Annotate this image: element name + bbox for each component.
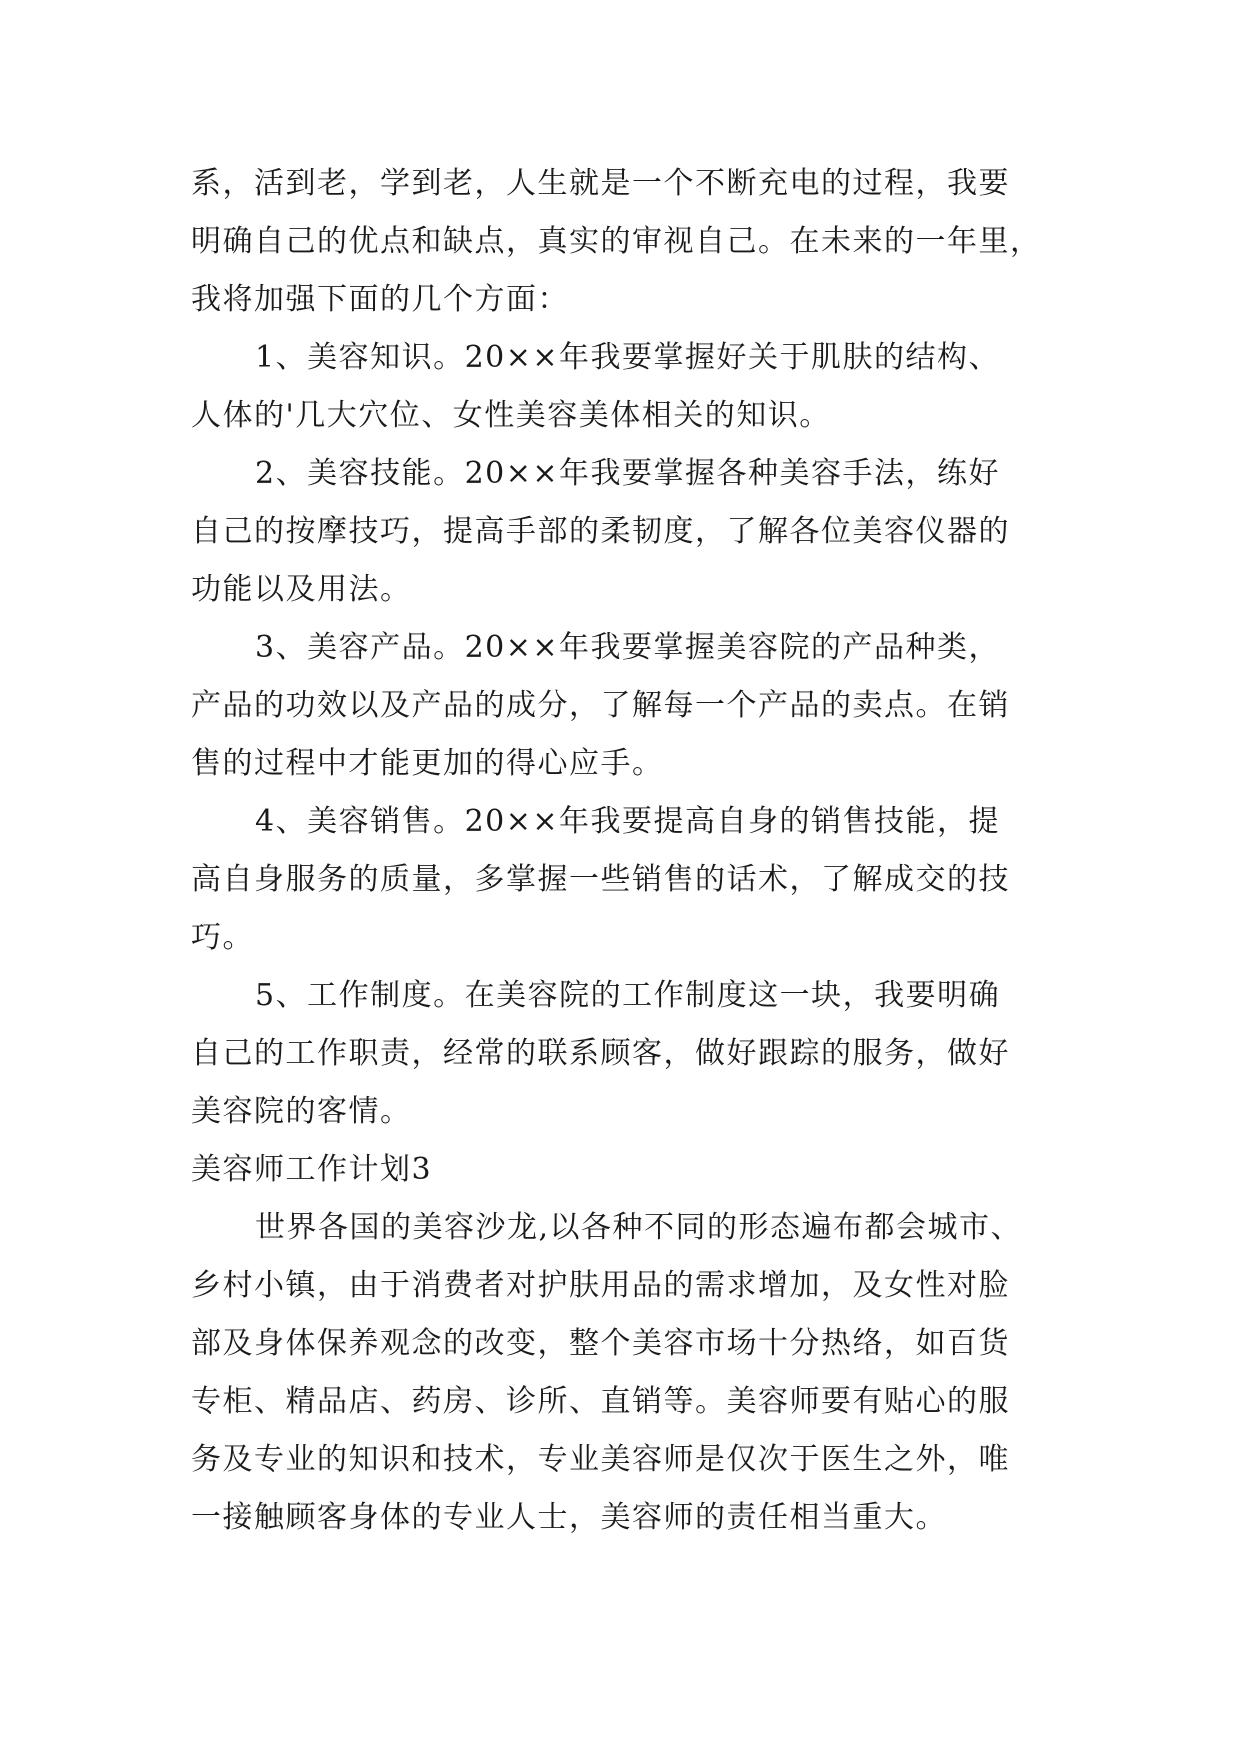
text-line: 自己的按摩技巧，提高手部的柔韧度，了解各位美容仪器的 <box>191 514 1010 549</box>
intro-paragraph <box>191 155 1051 329</box>
text-line: 明确自己的优点和缺点，真实的审视自己。在未来的一年里， <box>191 224 1042 259</box>
text-line: 4、美容销售。20××年我要提高自身的销售技能，提 <box>255 804 1001 839</box>
text-line: 自己的工作职责，经常的联系顾客，做好跟踪的服务，做好 <box>191 1036 1010 1071</box>
text-line: 巧。 <box>191 920 254 955</box>
text-line: 产品的功效以及产品的成分，了解每一个产品的卖点。在销 <box>191 688 1010 723</box>
item-products <box>191 619 1051 793</box>
item-sales <box>191 793 1051 967</box>
text-line: 功能以及用法。 <box>191 572 412 607</box>
text-line: 5、工作制度。在美容院的工作制度这一块，我要明确 <box>255 978 1001 1013</box>
item-work-system <box>191 967 1051 1141</box>
text-line: 美容院的客情。 <box>191 1094 412 1129</box>
text-line: 售的过程中才能更加的得心应手。 <box>191 746 664 781</box>
item-knowledge <box>191 329 1051 445</box>
text-line: 专柜、精品店、药房、诊所、直销等。美容师要有贴心的服 <box>191 1384 1010 1419</box>
final-paragraph <box>191 1199 1051 1547</box>
text-line: 2、美容技能。20××年我要掌握各种美容手法，练好 <box>255 456 1001 491</box>
text-line: 我将加强下面的几个方面： <box>191 282 569 317</box>
text-line: 乡村小镇，由于消费者对护肤用品的需求增加，及女性对脸 <box>191 1268 1010 1303</box>
text-line: 系，活到老，学到老，人生就是一个不断充电的过程，我要 <box>191 166 1010 201</box>
text-line: 部及身体保养观念的改变，整个美容市场十分热络，如百货 <box>191 1326 1010 1361</box>
section-title: 美容师工作计划3 <box>191 1152 433 1187</box>
text-line: 一接触顾客身体的专业人士，美容师的责任相当重大。 <box>191 1500 947 1535</box>
text-line: 1、美容知识。20××年我要掌握好关于肌肤的结构、 <box>255 340 1001 375</box>
text-line: 高自身服务的质量，多掌握一些销售的话术，了解成交的技 <box>191 862 1010 897</box>
document-page <box>191 155 1051 1547</box>
text-line: 人体的'几大穴位、女性美容美体相关的知识。 <box>191 398 831 433</box>
text-line: 世界各国的美容沙龙,以各种不同的形态遍布都会城市、 <box>255 1210 1023 1245</box>
text-line: 3、美容产品。20××年我要掌握美容院的产品种类， <box>255 630 1001 665</box>
text-line: 务及专业的知识和技术，专业美容师是仅次于医生之外，唯 <box>191 1442 1010 1477</box>
item-skills <box>191 445 1051 619</box>
